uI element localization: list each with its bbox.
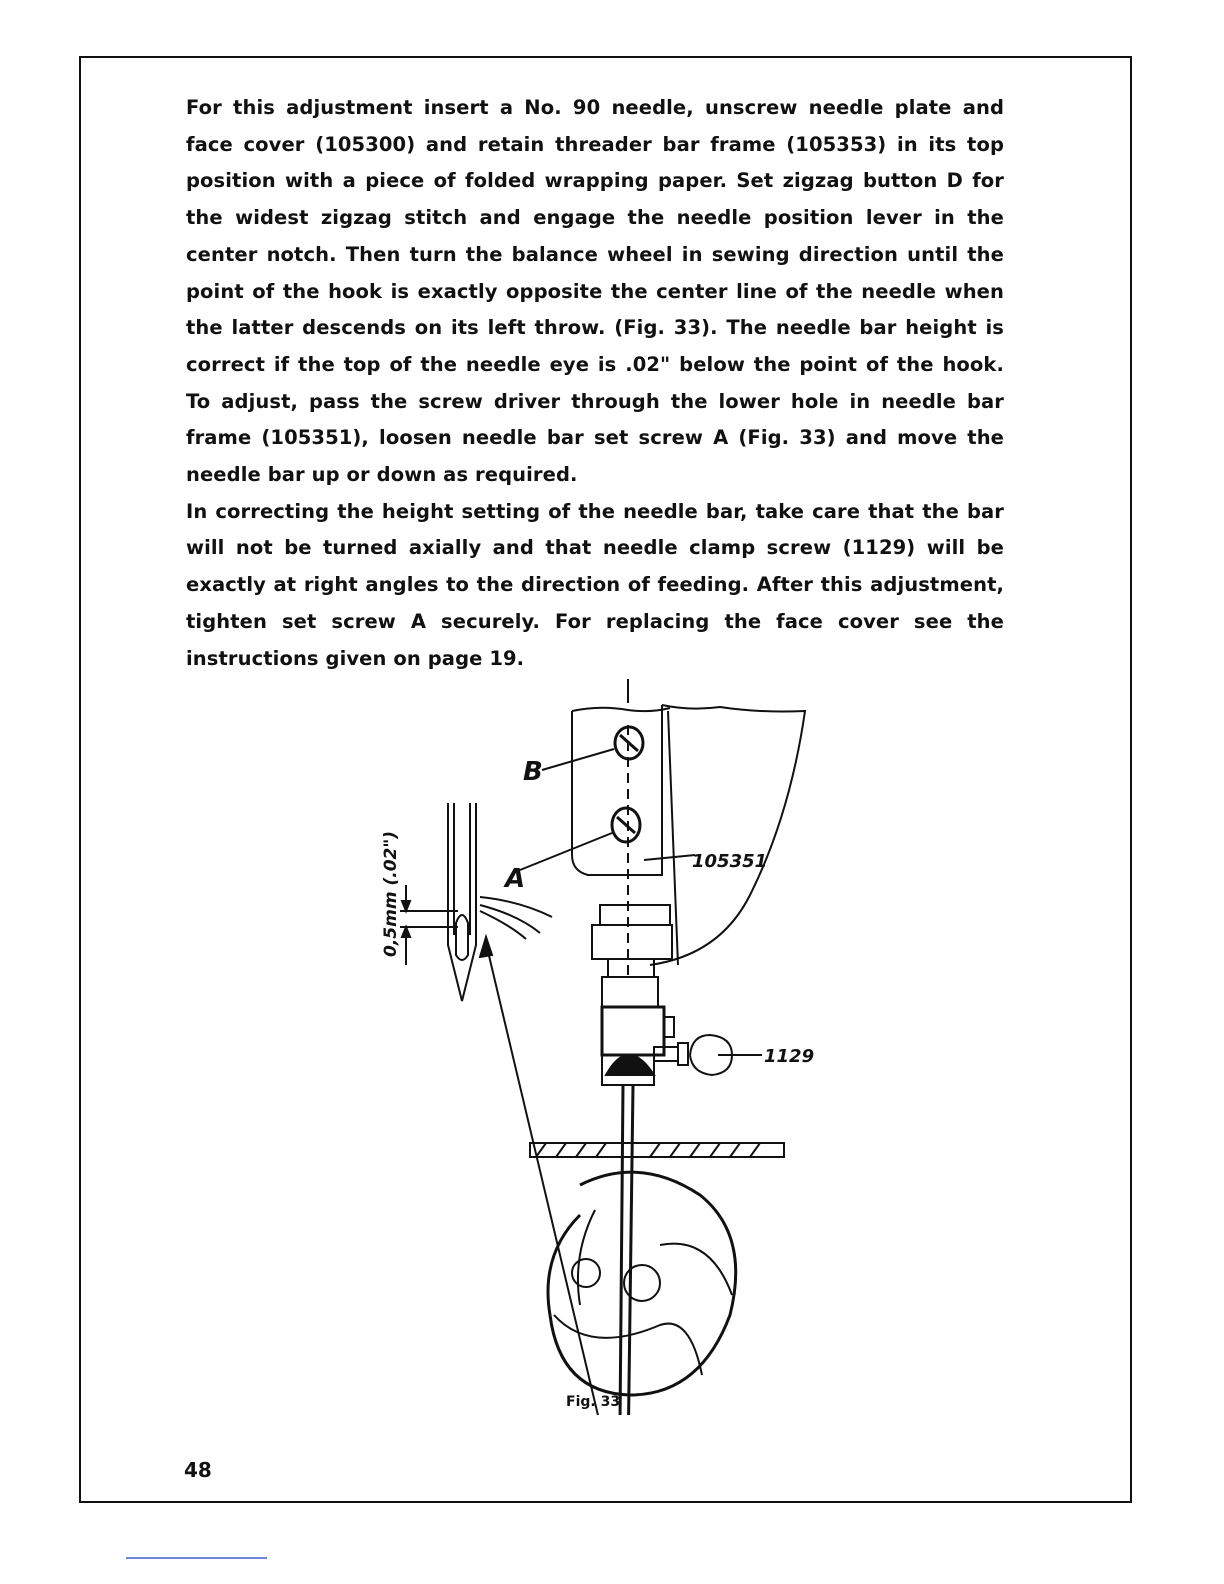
label-1129: 1129 [764,1046,815,1067]
needle-plate [530,1143,784,1157]
leader-b [542,749,614,770]
thread-1 [480,897,552,917]
paragraph-1: For this adjustment insert a No. 90 needle, unscrew needle plate and face cover (105300) and retain threader bar frame (105353) in its top position with a piece of folded wrapping paper. Set zigzag button D for the widest zigzag stitch and engage the needle position lever in the center notch. Then turn the balance wheel in sewing direction until the point of the hook is exactly opposite the center line of the needle when the latter descends on its left throw. (Fig. 33). The needle bar height is correct if the top of the needle eye is .02" below the point of the hook. To adjust, pass the screw driver through the lower hole in needle bar frame (105351), loosen needle bar set screw A (Fig. 33) and move the needle bar up or down as required. [186,96,1004,487]
needle-bar-diagram [340,675,820,1415]
needle-bar-frame [572,705,662,875]
paragraph-2: In correcting the height setting of the needle bar, take care that the bar will not be turned axially and that needle clamp screw (1129) will be exactly at right angles to the direction of feeding. After this adjustment, tighten set screw A securely. For replacing the face cover see the instructions given on page 19. [186,499,1004,670]
figure-33 [340,675,820,1415]
label-a: A [505,864,526,894]
needle [619,1085,623,1415]
label-dimension: 0,5mm (.02") [381,831,401,957]
leader-a [520,833,612,870]
footer-rule [126,1557,267,1559]
label-b: B [523,757,543,787]
leader-105351 [644,855,695,860]
label-105351: 105351 [692,851,768,872]
body-text [186,90,1004,677]
page-number: 48 [184,1458,212,1482]
needle-detail [448,803,476,1001]
figure-caption: Fig. 33 [566,1394,621,1410]
hook-hole-1 [572,1259,600,1287]
